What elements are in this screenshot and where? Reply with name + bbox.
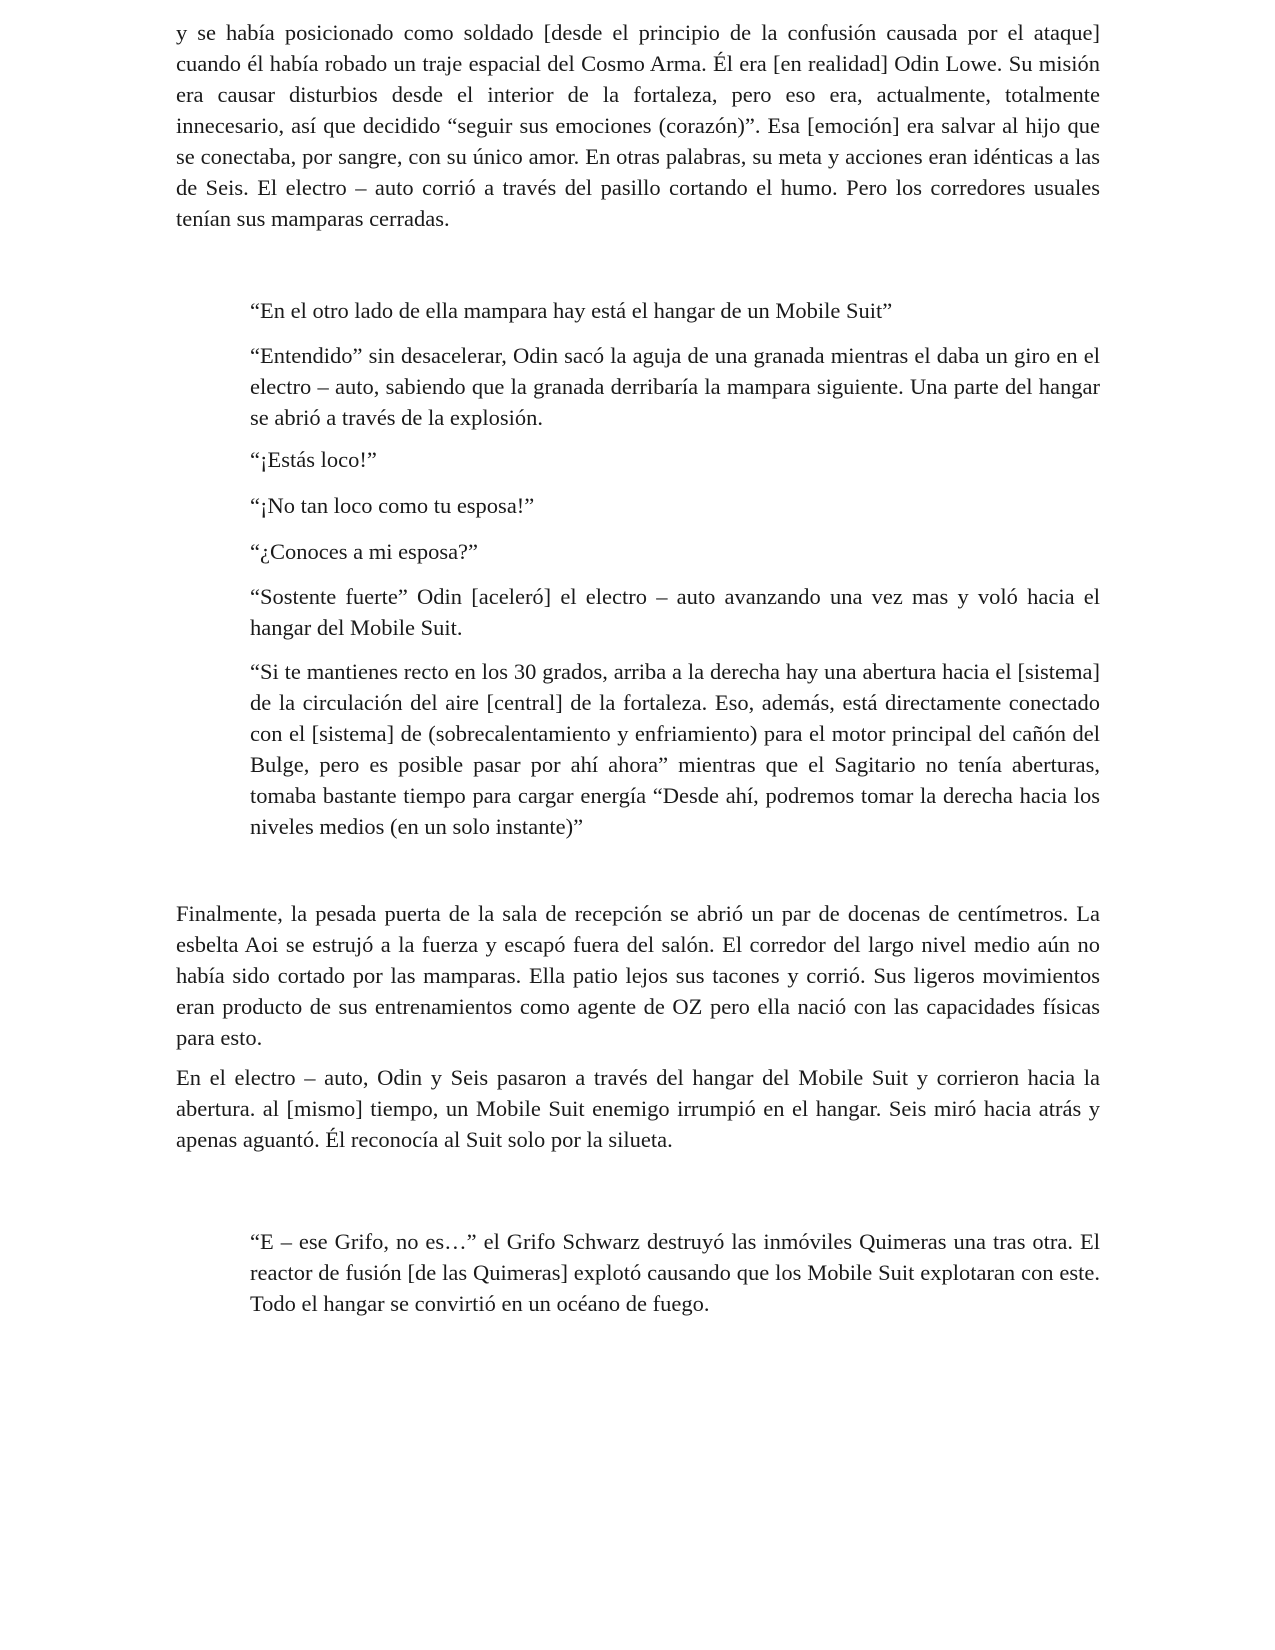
- narrative-paragraph: En el electro – auto, Odin y Seis pasaron a través del hangar del Mobile Suit y corrieron hacia la abertura. al [mismo] tiempo, un Mobile Suit enemigo irrumpió en el hangar. Seis miró hacia atrás y apenas aguantó. Él reconocía al Suit solo por la silueta.: [176, 1065, 1100, 1152]
- dialogue-paragraph: “¿Conoces a mi esposa?”: [250, 539, 479, 564]
- narrative-paragraph: Finalmente, la pesada puerta de la sala de recepción se abrió un par de docenas de centímetros. La esbelta Aoi se estrujó a la fuerza y escapó fuera del salón. El corredor del largo nivel medio aún no había sido cortado por las mamparas. Ella patio lejos sus tacones y corrió. Sus ligeros movimientos eran producto de sus entrenamientos como agente de OZ pero ella nació con las capacidades físicas para esto.: [176, 901, 1100, 1050]
- dialogue-paragraph: “Entendido” sin desacelerar, Odin sacó la aguja de una granada mientras el daba un giro en el electro – auto, sabiendo que la granada derribaría la mampara siguiente. Una parte del hangar se abrió a través de la explosión.: [250, 343, 1100, 430]
- dialogue-paragraph: “Si te mantienes recto en los 30 grados, arriba a la derecha hay una abertura hacia el [sistema] de la circulación del aire [central] de la fortaleza. Eso, además, está directamente conectado con el [sistema] de (sobrecalentamiento y enfriamiento) para el motor principal del cañón del Bulge, pero es posible pasar por ahí ahora” mientras que el Sagitario no tenía aberturas, tomaba bastante tiempo para cargar energía “Desde ahí, podremos tomar la derecha hacia los niveles medios (en un solo instante)”: [250, 659, 1100, 839]
- dialogue-paragraph: “Sostente fuerte” Odin [aceleró] el electro – auto avanzando una vez mas y voló hacia el hangar del Mobile Suit.: [250, 584, 1100, 640]
- dialogue-paragraph: “E – ese Grifo, no es…” el Grifo Schwarz destruyó las inmóviles Quimeras una tras otra. El reactor de fusión [de las Quimeras] explotó causando que los Mobile Suit explotaran con este. Todo el hangar se convirtió en un océano de fuego.: [250, 1229, 1100, 1316]
- dialogue-paragraph: “¡Estás loco!”: [250, 447, 377, 472]
- dialogue-paragraph: “En el otro lado de ella mampara hay está el hangar de un Mobile Suit”: [250, 298, 893, 323]
- dialogue-paragraph: “¡No tan loco como tu esposa!”: [250, 493, 535, 518]
- narrative-paragraph: y se había posicionado como soldado [desde el principio de la confusión causada por el ataque] cuando él había robado un traje espacial del Cosmo Arma. Él era [en realidad] Odin Lowe. Su misión era causar disturbios desde el interior de la fortaleza, pero eso era, actualmente, totalmente innecesario, así que decidido “seguir sus emociones (corazón)”. Esa [emoción] era salvar al hijo que se conectaba, por sangre, con su único amor. En otras palabras, su meta y acciones eran idénticas a las de Seis. El electro – auto corrió a través del pasillo cortando el humo. Pero los corredores usuales tenían sus mamparas cerradas.: [176, 20, 1100, 231]
